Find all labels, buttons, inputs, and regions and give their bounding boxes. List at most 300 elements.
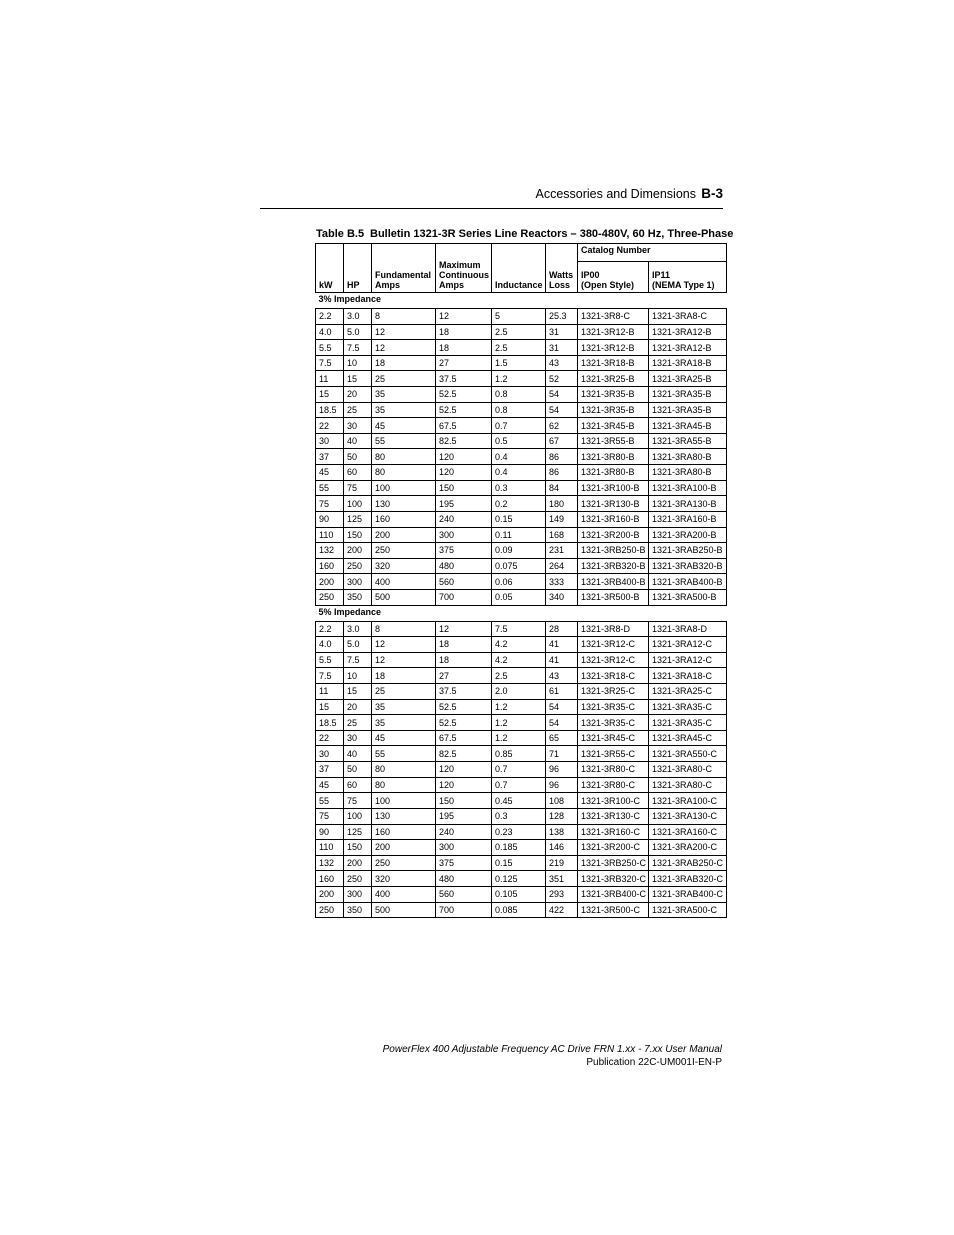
table-row bbox=[316, 808, 727, 824]
table-cell: 11 bbox=[316, 684, 344, 700]
table-cell: 1321-3RAB250-C bbox=[649, 855, 727, 871]
table-cell: 400 bbox=[372, 886, 436, 902]
table-cell: 1321-3R35-B bbox=[578, 402, 649, 418]
table-cell: 3.0 bbox=[344, 621, 372, 637]
table-cell: 480 bbox=[436, 558, 492, 574]
table-cell: 18.5 bbox=[316, 402, 344, 418]
table-cell: 1321-3R160-B bbox=[578, 511, 649, 527]
table-cell: 30 bbox=[344, 418, 372, 434]
table-cell: 0.3 bbox=[492, 808, 546, 824]
table-cell: 200 bbox=[372, 527, 436, 543]
table-cell: 1321-3RA12-B bbox=[649, 324, 727, 340]
table-cell: 15 bbox=[316, 699, 344, 715]
table-cell: 1321-3RA80-C bbox=[649, 762, 727, 778]
table-cell: 86 bbox=[546, 465, 578, 481]
table-cell: 1321-3RA45-B bbox=[649, 418, 727, 434]
table-cell: 31 bbox=[546, 340, 578, 356]
column-header-kw: kW bbox=[316, 244, 344, 293]
table-cell: 1321-3R100-C bbox=[578, 793, 649, 809]
table-cell: 4.0 bbox=[316, 637, 344, 653]
table-cell: 82.5 bbox=[436, 746, 492, 762]
table-cell: 18.5 bbox=[316, 715, 344, 731]
table-cell: 125 bbox=[344, 824, 372, 840]
table-cell: 37.5 bbox=[436, 371, 492, 387]
table-caption-label: Table B.5 bbox=[316, 228, 365, 240]
table-cell: 5 bbox=[492, 309, 546, 325]
table-cell: 52.5 bbox=[436, 387, 492, 403]
table-cell: 55 bbox=[372, 433, 436, 449]
table-cell: 67 bbox=[546, 433, 578, 449]
table-cell: 45 bbox=[316, 777, 344, 793]
table-cell: 2.5 bbox=[492, 324, 546, 340]
table-cell: 1.5 bbox=[492, 355, 546, 371]
table-header bbox=[316, 244, 727, 293]
table-cell: 200 bbox=[344, 543, 372, 559]
table-cell: 54 bbox=[546, 387, 578, 403]
header-rule bbox=[260, 208, 723, 209]
table-cell: 219 bbox=[546, 855, 578, 871]
table-cell: 25 bbox=[372, 371, 436, 387]
table-cell: 1321-3RA130-B bbox=[649, 496, 727, 512]
table-cell: 0.05 bbox=[492, 589, 546, 605]
column-header-ip00: IP00 (Open Style) bbox=[578, 262, 649, 293]
table-cell: 55 bbox=[316, 793, 344, 809]
table-cell: 25 bbox=[344, 402, 372, 418]
table-cell: 700 bbox=[436, 902, 492, 918]
table-cell: 0.06 bbox=[492, 574, 546, 590]
table-cell: 4.0 bbox=[316, 324, 344, 340]
table-cell: 22 bbox=[316, 730, 344, 746]
table-cell: 150 bbox=[436, 480, 492, 496]
table-row bbox=[316, 480, 727, 496]
table-cell: 54 bbox=[546, 402, 578, 418]
table-cell: 351 bbox=[546, 871, 578, 887]
table-cell: 195 bbox=[436, 496, 492, 512]
table-row bbox=[316, 793, 727, 809]
table-cell: 128 bbox=[546, 808, 578, 824]
table-cell: 52 bbox=[546, 371, 578, 387]
table-cell: 560 bbox=[436, 886, 492, 902]
table-cell: 65 bbox=[546, 730, 578, 746]
table-row bbox=[316, 699, 727, 715]
table-cell: 10 bbox=[344, 668, 372, 684]
table-cell: 1321-3RA18-C bbox=[649, 668, 727, 684]
table-cell: 168 bbox=[546, 527, 578, 543]
table-row bbox=[316, 324, 727, 340]
table-cell: 10 bbox=[344, 355, 372, 371]
table-cell: 75 bbox=[344, 480, 372, 496]
table-cell: 15 bbox=[344, 684, 372, 700]
table-cell: 160 bbox=[372, 824, 436, 840]
table-row bbox=[316, 340, 727, 356]
table-cell: 1.2 bbox=[492, 371, 546, 387]
table-cell: 30 bbox=[316, 433, 344, 449]
table-cell: 400 bbox=[372, 574, 436, 590]
table-cell: 1.2 bbox=[492, 730, 546, 746]
table-cell: 96 bbox=[546, 762, 578, 778]
table-cell: 100 bbox=[344, 496, 372, 512]
table-row bbox=[316, 684, 727, 700]
table-cell: 1321-3RB320-C bbox=[578, 871, 649, 887]
table-cell: 240 bbox=[436, 511, 492, 527]
table-cell: 1321-3RA500-C bbox=[649, 902, 727, 918]
table-cell: 0.8 bbox=[492, 387, 546, 403]
table-cell: 15 bbox=[316, 387, 344, 403]
table-cell: 0.4 bbox=[492, 465, 546, 481]
table-cell: 250 bbox=[344, 558, 372, 574]
table-cell: 200 bbox=[316, 574, 344, 590]
table-cell: 1321-3R35-C bbox=[578, 715, 649, 731]
table-cell: 1321-3R12-C bbox=[578, 637, 649, 653]
table-cell: 18 bbox=[436, 637, 492, 653]
table-cell: 45 bbox=[372, 730, 436, 746]
table-cell: 0.85 bbox=[492, 746, 546, 762]
table-cell: 62 bbox=[546, 418, 578, 434]
table-row bbox=[316, 871, 727, 887]
table-row bbox=[316, 543, 727, 559]
table-cell: 200 bbox=[344, 855, 372, 871]
table-row bbox=[316, 668, 727, 684]
table-row bbox=[316, 652, 727, 668]
table-cell: 90 bbox=[316, 511, 344, 527]
table-cell: 0.11 bbox=[492, 527, 546, 543]
table-cell: 80 bbox=[372, 449, 436, 465]
table-cell: 1.2 bbox=[492, 715, 546, 731]
table-cell: 132 bbox=[316, 855, 344, 871]
table-cell: 1321-3RA12-C bbox=[649, 652, 727, 668]
table-cell: 150 bbox=[344, 840, 372, 856]
table-cell: 18 bbox=[436, 324, 492, 340]
table-cell: 96 bbox=[546, 777, 578, 793]
table-cell: 0.125 bbox=[492, 871, 546, 887]
table-cell: 0.09 bbox=[492, 543, 546, 559]
page-number: B-3 bbox=[701, 186, 723, 201]
table-cell: 30 bbox=[316, 746, 344, 762]
table-cell: 1.2 bbox=[492, 699, 546, 715]
table-cell: 1321-3RA130-C bbox=[649, 808, 727, 824]
table-cell: 60 bbox=[344, 465, 372, 481]
table-cell: 1321-3RA80-B bbox=[649, 449, 727, 465]
table-cell: 0.3 bbox=[492, 480, 546, 496]
table-cell: 43 bbox=[546, 355, 578, 371]
table-cell: 1321-3RB250-C bbox=[578, 855, 649, 871]
impedance-group-label: 5% Impedance bbox=[316, 605, 727, 621]
table-row bbox=[316, 902, 727, 918]
table-cell: 0.105 bbox=[492, 886, 546, 902]
table-cell: 50 bbox=[344, 449, 372, 465]
table-cell: 480 bbox=[436, 871, 492, 887]
table-cell: 7.5 bbox=[344, 652, 372, 668]
table-cell: 3.0 bbox=[344, 309, 372, 325]
table-cell: 293 bbox=[546, 886, 578, 902]
table-cell: 180 bbox=[546, 496, 578, 512]
table-cell: 125 bbox=[344, 511, 372, 527]
table-cell: 67.5 bbox=[436, 730, 492, 746]
table-cell: 138 bbox=[546, 824, 578, 840]
table-cell: 320 bbox=[372, 558, 436, 574]
table-cell: 5.0 bbox=[344, 637, 372, 653]
table-cell: 1321-3R35-C bbox=[578, 699, 649, 715]
table-cell: 20 bbox=[344, 387, 372, 403]
table-row bbox=[316, 511, 727, 527]
table-cell: 2.5 bbox=[492, 340, 546, 356]
table-cell: 0.45 bbox=[492, 793, 546, 809]
table-cell: 12 bbox=[436, 309, 492, 325]
table-row bbox=[316, 777, 727, 793]
table-cell: 1321-3R200-B bbox=[578, 527, 649, 543]
table-cell: 700 bbox=[436, 589, 492, 605]
table-cell: 146 bbox=[546, 840, 578, 856]
table-cell: 1321-3RA100-B bbox=[649, 480, 727, 496]
table-cell: 1321-3R100-B bbox=[578, 480, 649, 496]
table-cell: 22 bbox=[316, 418, 344, 434]
table-cell: 40 bbox=[344, 746, 372, 762]
table-cell: 75 bbox=[316, 808, 344, 824]
table-cell: 350 bbox=[344, 589, 372, 605]
table-cell: 130 bbox=[372, 808, 436, 824]
section-title: Accessories and Dimensions bbox=[535, 187, 696, 201]
table-row bbox=[316, 840, 727, 856]
table-cell: 1321-3RA500-B bbox=[649, 589, 727, 605]
table-cell: 5.0 bbox=[344, 324, 372, 340]
table-cell: 0.7 bbox=[492, 762, 546, 778]
table-cell: 1321-3R45-B bbox=[578, 418, 649, 434]
table-cell: 27 bbox=[436, 355, 492, 371]
column-header-watts-loss: Watts Loss bbox=[546, 244, 578, 293]
table-cell: 264 bbox=[546, 558, 578, 574]
table-cell: 1321-3R8-D bbox=[578, 621, 649, 637]
table-cell: 333 bbox=[546, 574, 578, 590]
table-cell: 18 bbox=[436, 652, 492, 668]
table-cell: 52.5 bbox=[436, 402, 492, 418]
table-cell: 1321-3RAB400-B bbox=[649, 574, 727, 590]
table-row bbox=[316, 558, 727, 574]
table-cell: 8 bbox=[372, 621, 436, 637]
table-cell: 35 bbox=[372, 715, 436, 731]
table-cell: 1321-3RA12-B bbox=[649, 340, 727, 356]
table-cell: 43 bbox=[546, 668, 578, 684]
table-cell: 110 bbox=[316, 840, 344, 856]
table-cell: 1321-3RAB400-C bbox=[649, 886, 727, 902]
table-cell: 25 bbox=[372, 684, 436, 700]
table-row bbox=[316, 589, 727, 605]
table-cell: 1321-3RA55-B bbox=[649, 433, 727, 449]
table-cell: 1321-3RA35-C bbox=[649, 699, 727, 715]
table-cell: 55 bbox=[372, 746, 436, 762]
table-cell: 28 bbox=[546, 621, 578, 637]
table-cell: 340 bbox=[546, 589, 578, 605]
table-cell: 52.5 bbox=[436, 715, 492, 731]
table-cell: 1321-3RA160-C bbox=[649, 824, 727, 840]
table-cell: 0.085 bbox=[492, 902, 546, 918]
footer-publication: Publication 22C-UM001I-EN-P bbox=[586, 1057, 722, 1068]
table-cell: 231 bbox=[546, 543, 578, 559]
table-cell: 0.15 bbox=[492, 855, 546, 871]
table-cell: 0.15 bbox=[492, 511, 546, 527]
table-cell: 37 bbox=[316, 449, 344, 465]
table-cell: 1321-3R45-C bbox=[578, 730, 649, 746]
table-cell: 1321-3RA25-B bbox=[649, 371, 727, 387]
table-cell: 0.075 bbox=[492, 558, 546, 574]
table-cell: 108 bbox=[546, 793, 578, 809]
running-header bbox=[260, 184, 723, 208]
table-cell: 250 bbox=[316, 902, 344, 918]
table-cell: 100 bbox=[344, 808, 372, 824]
table-cell: 1321-3RAB320-B bbox=[649, 558, 727, 574]
table-cell: 1321-3RB250-B bbox=[578, 543, 649, 559]
line-reactor-table bbox=[315, 243, 727, 918]
table-cell: 1321-3RA8-C bbox=[649, 309, 727, 325]
table-cell: 300 bbox=[344, 886, 372, 902]
table-row bbox=[316, 418, 727, 434]
column-header-max-continuous-amps: Maximum Continuous Amps bbox=[436, 244, 492, 293]
table-row bbox=[316, 433, 727, 449]
table-cell: 90 bbox=[316, 824, 344, 840]
table-row bbox=[316, 371, 727, 387]
table-cell: 0.8 bbox=[492, 402, 546, 418]
table-row bbox=[316, 465, 727, 481]
table-cell: 45 bbox=[316, 465, 344, 481]
table-cell: 35 bbox=[372, 699, 436, 715]
table-cell: 110 bbox=[316, 527, 344, 543]
table-cell: 1321-3R80-C bbox=[578, 762, 649, 778]
table-row bbox=[316, 621, 727, 637]
table-cell: 200 bbox=[316, 886, 344, 902]
table-cell: 84 bbox=[546, 480, 578, 496]
table-cell: 1321-3R130-B bbox=[578, 496, 649, 512]
column-group-catalog-number: Catalog Number bbox=[578, 244, 727, 262]
table-row bbox=[316, 527, 727, 543]
table-cell: 1321-3R80-B bbox=[578, 449, 649, 465]
table-cell: 1321-3RA100-C bbox=[649, 793, 727, 809]
table-cell: 5.5 bbox=[316, 340, 344, 356]
table-cell: 1321-3R12-B bbox=[578, 324, 649, 340]
table-row bbox=[316, 762, 727, 778]
table-cell: 37 bbox=[316, 762, 344, 778]
table-cell: 422 bbox=[546, 902, 578, 918]
table-cell: 1321-3RA8-D bbox=[649, 621, 727, 637]
table-row bbox=[316, 886, 727, 902]
table-cell: 1321-3R55-B bbox=[578, 433, 649, 449]
table-cell: 1321-3RB320-B bbox=[578, 558, 649, 574]
table-row bbox=[316, 309, 727, 325]
table-cell: 130 bbox=[372, 496, 436, 512]
table-cell: 2.5 bbox=[492, 668, 546, 684]
table-cell: 54 bbox=[546, 715, 578, 731]
table-cell: 31 bbox=[546, 324, 578, 340]
table-cell: 0.2 bbox=[492, 496, 546, 512]
table-cell: 7.5 bbox=[344, 340, 372, 356]
table-row bbox=[316, 574, 727, 590]
table-cell: 8 bbox=[372, 309, 436, 325]
table-cell: 40 bbox=[344, 433, 372, 449]
table-cell: 55 bbox=[316, 480, 344, 496]
table-cell: 1321-3R500-C bbox=[578, 902, 649, 918]
table-cell: 160 bbox=[316, 558, 344, 574]
table-cell: 500 bbox=[372, 589, 436, 605]
table-cell: 4.2 bbox=[492, 637, 546, 653]
table-cell: 500 bbox=[372, 902, 436, 918]
table-cell: 50 bbox=[344, 762, 372, 778]
table-cell: 1321-3RA18-B bbox=[649, 355, 727, 371]
table-row bbox=[316, 355, 727, 371]
table-cell: 250 bbox=[372, 855, 436, 871]
table-cell: 150 bbox=[436, 793, 492, 809]
table-cell: 7.5 bbox=[316, 668, 344, 684]
table-cell: 120 bbox=[436, 777, 492, 793]
column-header-fundamental-amps: Fundamental Amps bbox=[372, 244, 436, 293]
table-row bbox=[316, 449, 727, 465]
table-row bbox=[316, 496, 727, 512]
table-row bbox=[316, 824, 727, 840]
table-row bbox=[316, 715, 727, 731]
table-cell: 1321-3R25-B bbox=[578, 371, 649, 387]
table-cell: 1321-3R130-C bbox=[578, 808, 649, 824]
table-cell: 195 bbox=[436, 808, 492, 824]
table-cell: 1321-3RA45-C bbox=[649, 730, 727, 746]
table-cell: 1321-3RAB320-C bbox=[649, 871, 727, 887]
table-cell: 45 bbox=[372, 418, 436, 434]
table-cell: 12 bbox=[372, 324, 436, 340]
table-cell: 160 bbox=[372, 511, 436, 527]
table-cell: 560 bbox=[436, 574, 492, 590]
table-cell: 350 bbox=[344, 902, 372, 918]
table-cell: 54 bbox=[546, 699, 578, 715]
table-cell: 1321-3R35-B bbox=[578, 387, 649, 403]
table-row bbox=[316, 746, 727, 762]
table-cell: 100 bbox=[372, 480, 436, 496]
table-cell: 1321-3R80-B bbox=[578, 465, 649, 481]
table-cell: 75 bbox=[316, 496, 344, 512]
table-cell: 1321-3RA160-B bbox=[649, 511, 727, 527]
table-cell: 12 bbox=[372, 340, 436, 356]
table-cell: 0.5 bbox=[492, 433, 546, 449]
table-cell: 0.23 bbox=[492, 824, 546, 840]
table-cell: 375 bbox=[436, 855, 492, 871]
table-cell: 4.2 bbox=[492, 652, 546, 668]
table-cell: 37.5 bbox=[436, 684, 492, 700]
table-cell: 1321-3RA12-C bbox=[649, 637, 727, 653]
table-cell: 7.5 bbox=[316, 355, 344, 371]
impedance-group-label: 3% Impedance bbox=[316, 293, 727, 309]
table-cell: 375 bbox=[436, 543, 492, 559]
table-cell: 160 bbox=[316, 871, 344, 887]
table-cell: 100 bbox=[372, 793, 436, 809]
table-cell: 27 bbox=[436, 668, 492, 684]
table-cell: 250 bbox=[316, 589, 344, 605]
table-cell: 12 bbox=[372, 637, 436, 653]
table-row bbox=[316, 402, 727, 418]
table-cell: 67.5 bbox=[436, 418, 492, 434]
table-cell: 1321-3RB400-C bbox=[578, 886, 649, 902]
table-cell: 18 bbox=[436, 340, 492, 356]
table-cell: 1321-3RA80-C bbox=[649, 777, 727, 793]
table-cell: 25.3 bbox=[546, 309, 578, 325]
table-cell: 41 bbox=[546, 652, 578, 668]
table-row bbox=[316, 855, 727, 871]
table-cell: 80 bbox=[372, 777, 436, 793]
table-cell: 20 bbox=[344, 699, 372, 715]
table-cell: 80 bbox=[372, 762, 436, 778]
table-caption-title: Bulletin 1321-3R Series Line Reactors – 380-480V, 60 Hz, Three-Phase bbox=[370, 228, 734, 240]
table-cell: 0.185 bbox=[492, 840, 546, 856]
table-cell: 1321-3R8-C bbox=[578, 309, 649, 325]
table-cell: 25 bbox=[344, 715, 372, 731]
table-cell: 200 bbox=[372, 840, 436, 856]
table-cell: 120 bbox=[436, 449, 492, 465]
table-cell: 132 bbox=[316, 543, 344, 559]
table-cell: 240 bbox=[436, 824, 492, 840]
